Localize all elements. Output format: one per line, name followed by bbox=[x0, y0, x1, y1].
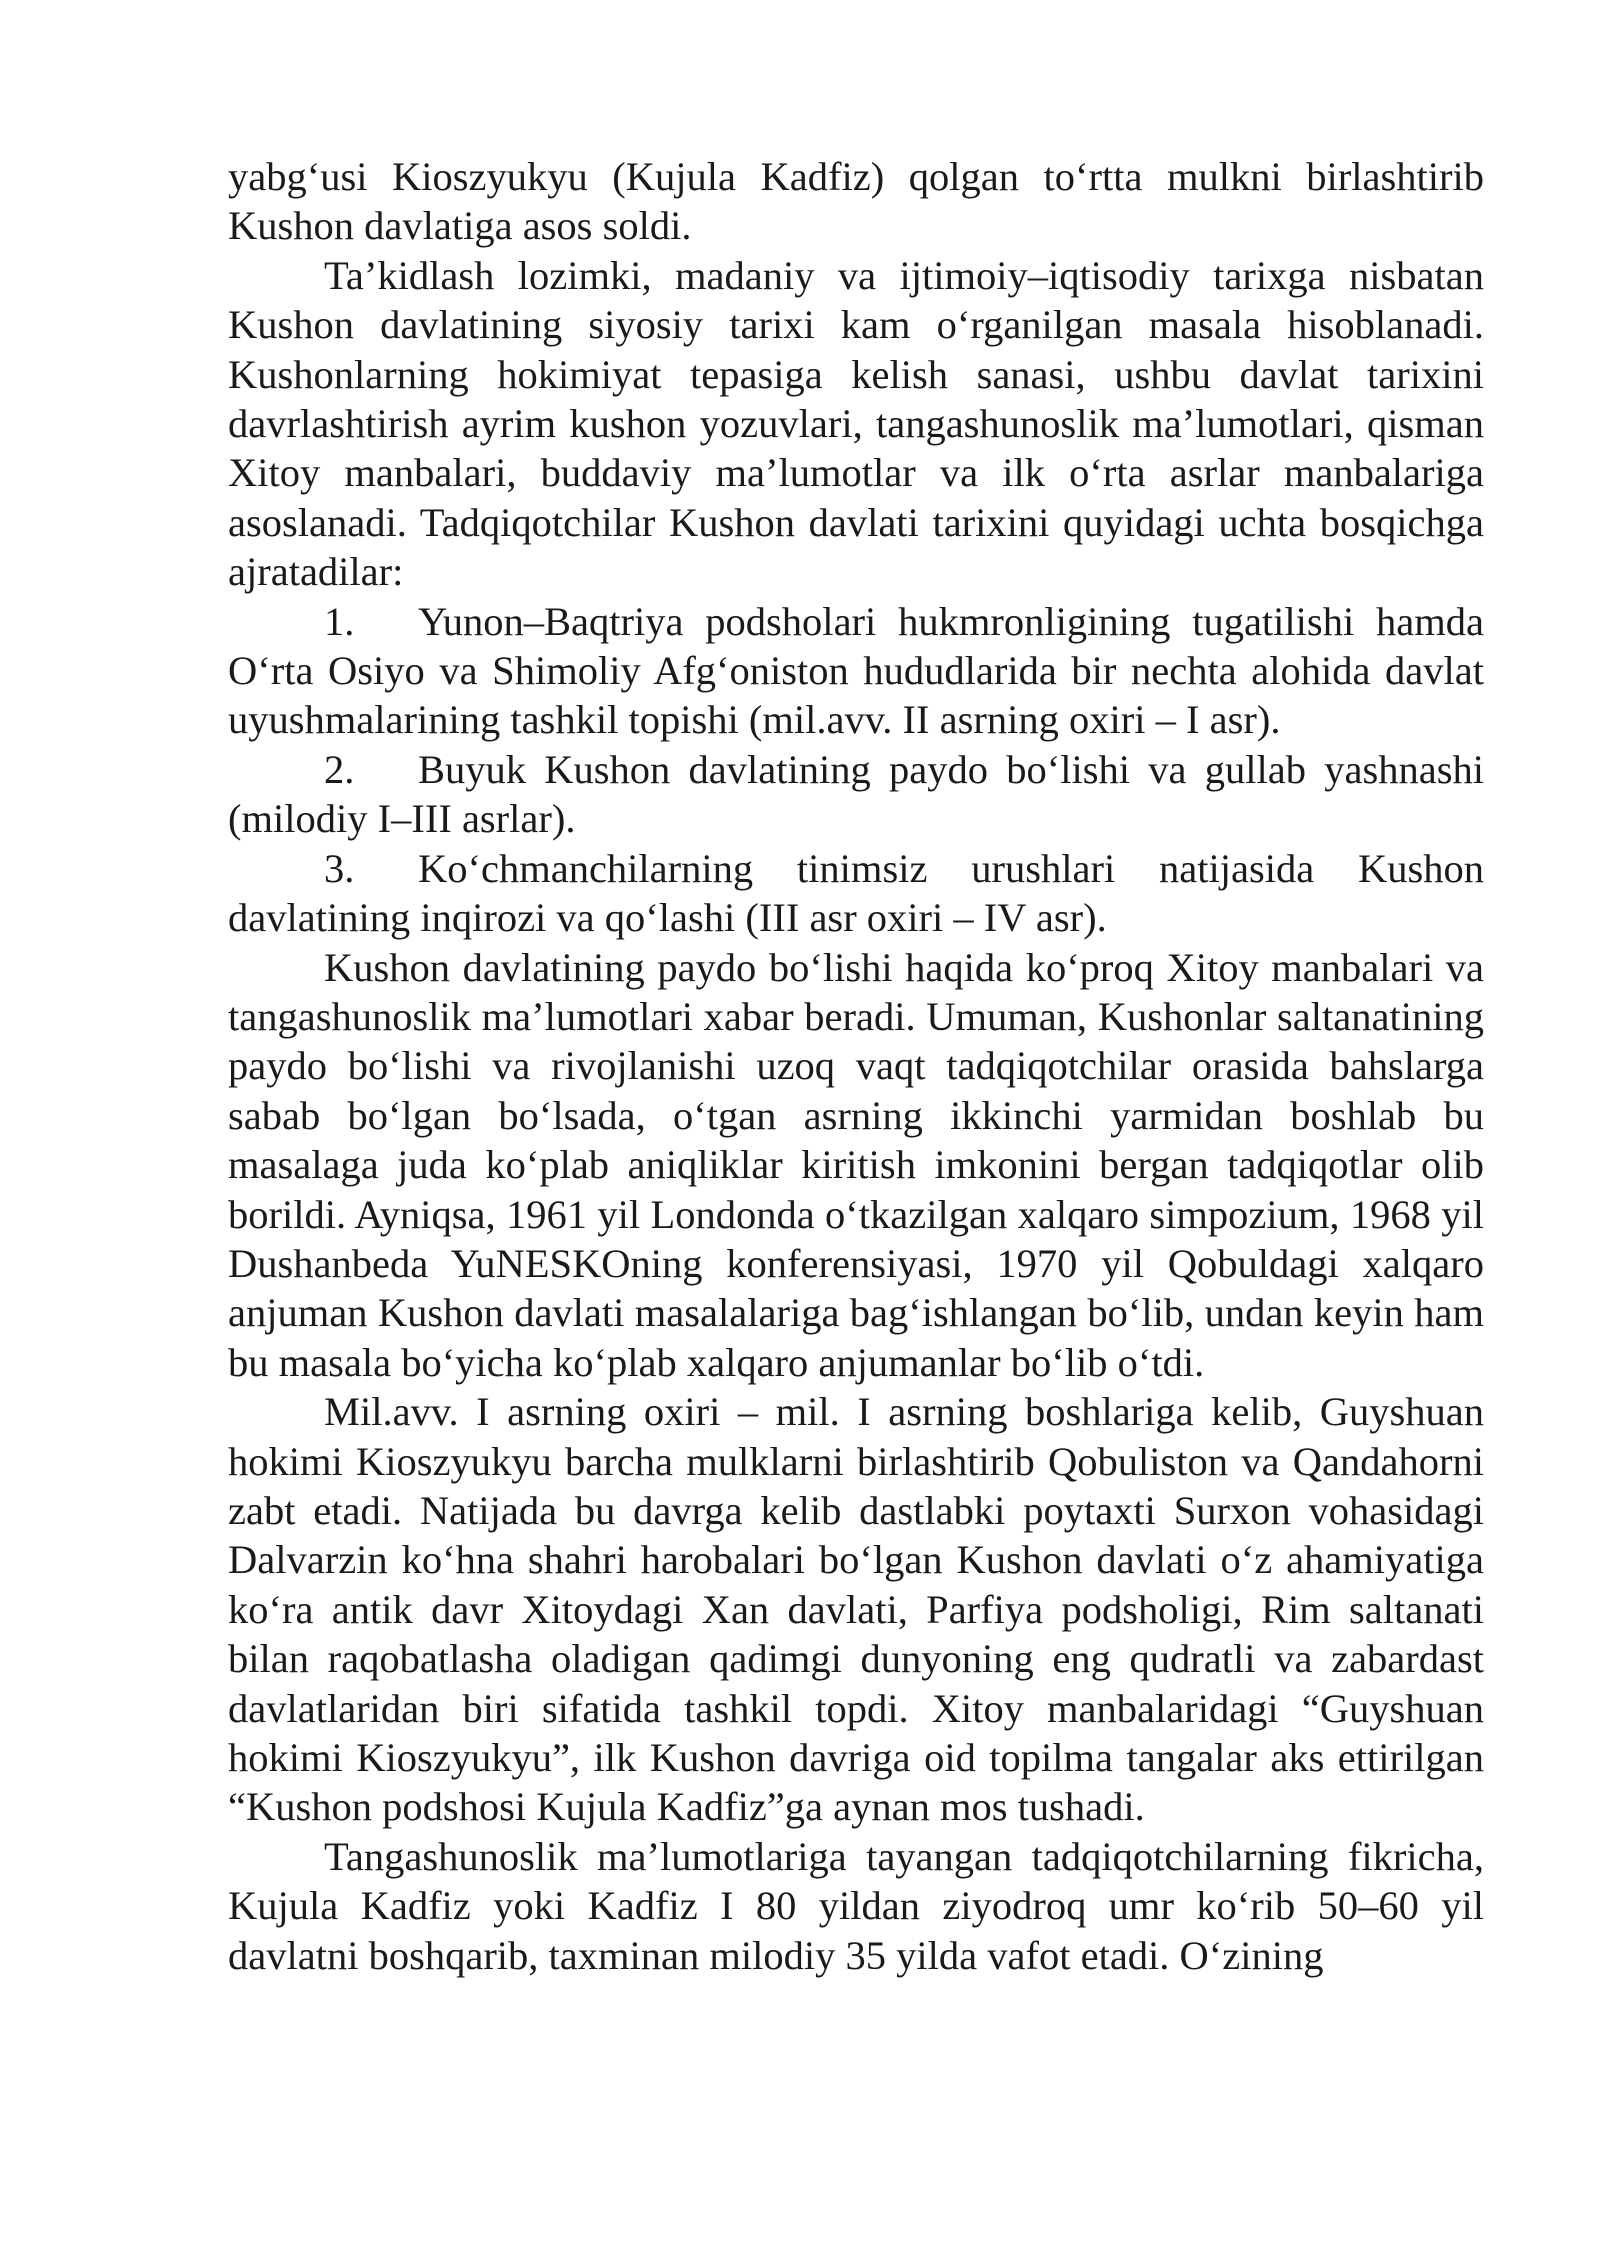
list-item bbox=[228, 844, 1484, 943]
list-item-text: Buyuk Kushon davlatining paydo bo‘lishi va gullab yashnashi (milodiy I–III asrlar). bbox=[228, 746, 1484, 842]
list-item-number: 3. bbox=[324, 845, 355, 891]
paragraph-numismatics: Tangashunoslik ma’lumotlariga tayangan tadqiqotchilarning fikricha, Kujula Kadfiz yoki Kadfiz I 80 yildan ziyodroq umr ko‘rib 50–60 yil davlatni boshqarib, taxminan milodiy 35 yilda vafot etadi. O‘zining bbox=[228, 1833, 1484, 1978]
list-item-number: 2. bbox=[324, 746, 355, 792]
paragraph-intro: Ta’kidlash lozimki, madaniy va ijtimoiy–iqtisodiy tarixga nisbatan Kushon davlatining siyosiy tarixi kam o‘rganilgan masala hisoblanadi. Kushonlarning hokimiyat tepasiga kelish sanasi, ushbu davlat tarixini davrlashtirish ayrim kushon yozuvlari, tangashunoslik ma’lumotlari, qisman Xitoy manbalari, buddaviy ma’lumotlar va ilk o‘rta asrlar manbalariga asoslanadi. Tadqiqotchilar Kushon davlati tarixini quyidagi uchta bosqichga ajratadilar: bbox=[228, 252, 1484, 595]
paragraph-unification: Mil.avv. I asrning oxiri – mil. I asrning boshlariga kelib, Guyshuan hokimi Kioszyukyu barcha mulklarni birlashtirib Qobuliston va Qandahorni zabt etadi. Natijada bu davrga kelib dastlabki poytaxti Surxon vohasidagi Dalvarzin ko‘hna shahri harobalari bo‘lgan Kushon davlati o‘z ahamiyatiga ko‘ra antik davr Xitoydagi Xan davlati, Parfiya podsholigi, Rim saltanati bilan raqobatlasha oladigan qadimgi dunyoning eng qudratli va zabardast davlatlaridan biri sifatida tashkil topdi. Xitoy manbalaridagi “Guyshuan hokimi Kioszyukyu”, ilk Kushon davriga oid topilma tangalar aks ettirilgan “Kushon podshosi Kujula Kadfiz”ga aynan mos tushadi. bbox=[228, 1389, 1484, 1830]
list-item bbox=[228, 597, 1484, 745]
list-item-text: Ko‘chmanchilarning tinimsiz urushlari natijasida Kushon davlatining inqirozi va qo‘lashi (III asr oxiri – IV asr). bbox=[228, 845, 1484, 941]
list-item-number: 1. bbox=[324, 598, 355, 644]
document-page bbox=[228, 152, 1484, 1980]
paragraph-origin: Kushon davlatining paydo bo‘lishi haqida ko‘proq Xitoy manbalari va tangashunoslik ma’lumotlari xabar beradi. Umuman, Kushonlar saltanatining paydo bo‘lishi va rivojlanishi uzoq vaqt tadqiqotchilar orasida bahslarga sabab bo‘lgan bo‘lsada, o‘tgan asrning ikkinchi yarmidan boshlab bu masalaga juda ko‘plab aniqliklar kiritish imkonini bergan tadqiqotlar olib borildi. Ayniqsa, 1961 yil Londonda o‘tkazilgan xalqaro simpozium, 1968 yil Dushanbeda YuNESKOning konferensiyasi, 1970 yil Qobuldagi xalqaro anjuman Kushon davlati masalalariga bag‘ishlangan bo‘lib, undan keyin ham bu masala bo‘yicha ko‘plab xalqaro anjumanlar bo‘lib o‘tdi. bbox=[228, 944, 1484, 1385]
list-item-text: Yunon–Baqtriya podsholari hukmronligining tugatilishi hamda O‘rta Osiyo va Shimoliy Afg‘oniston hududlarida bir nechta alohida davlat uyushmalarining tashkil topishi (mil.avv. II asrning oxiri – I asr). bbox=[228, 598, 1484, 743]
paragraph-continuation: yabg‘usi Kioszyukyu (Kujula Kadfiz) qolgan to‘rtta mulkni birlashtirib Kushon davlatiga asos soldi. bbox=[228, 154, 1484, 249]
list-item bbox=[228, 745, 1484, 844]
